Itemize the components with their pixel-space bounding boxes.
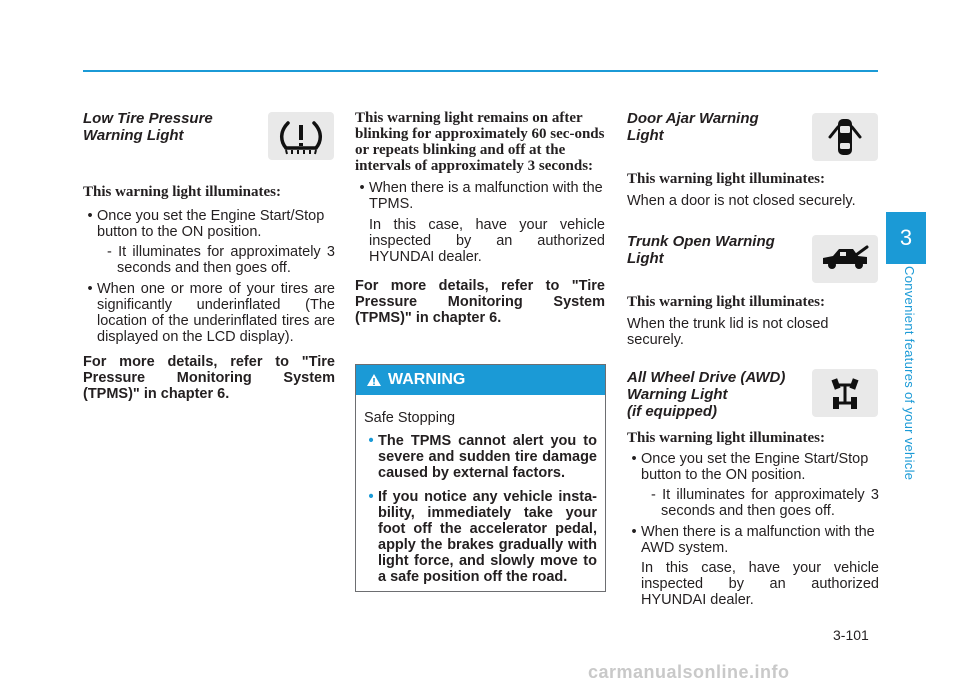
subhead: This warning light illuminates: xyxy=(83,184,281,200)
warning-item: • If you notice any vehicle insta-bility, immediately take your foot off the accelerator pedal, apply the brakes gradually with light force, and slowly move to a safe position off the road. xyxy=(368,489,597,585)
warning-title: Safe Stopping xyxy=(364,410,456,426)
body-text: When the trunk lid is not closed securely. xyxy=(627,316,829,348)
warning-triangle-icon xyxy=(366,373,382,387)
chapter-label: Convenient features of your vehicle xyxy=(902,266,917,481)
door-ajar-icon xyxy=(812,113,878,161)
trunk-open-icon xyxy=(812,235,878,283)
list-item: • When one or more of your tires are significantly underinflated (The location of the underinflated tires are displayed on the LCD display). xyxy=(87,281,335,345)
section-title: Door Ajar Warning Light xyxy=(627,110,759,144)
chapter-tab[interactable]: 3 xyxy=(886,212,926,264)
body-text: When a door is not closed securely. xyxy=(627,193,856,209)
list-item: • When there is a malfunction with the AWD system. xyxy=(631,524,875,556)
right-column xyxy=(627,110,879,608)
subhead: This warning light illuminates: xyxy=(627,430,825,446)
page-number: 3-101 xyxy=(833,627,869,643)
reference-note: For more details, refer to "Tire Pressure Monitoring System (TPMS)" in chapter 6. xyxy=(355,278,605,326)
awd-warning-icon xyxy=(812,369,878,417)
list-subitem: - It illuminates for approximately 3 seconds and then goes off. xyxy=(651,487,879,519)
section-title: Low Tire Pressure Warning Light xyxy=(83,110,213,144)
warning-box xyxy=(355,364,606,592)
list-subitem: In this case, have your vehicle inspected by an authorized HYUNDAI dealer. xyxy=(369,217,605,265)
section-title: All Wheel Drive (AWD) Warning Light (if equipped) xyxy=(627,369,786,420)
list-subitem: - It illuminates for approximately 3 seconds and then goes off. xyxy=(107,244,335,276)
list-item: • Once you set the Engine Start/Stop button to the ON position. xyxy=(87,208,325,240)
subhead: This warning light illuminates: xyxy=(627,294,825,310)
middle-column xyxy=(355,110,605,326)
reference-note: For more details, refer to "Tire Pressure Monitoring System (TPMS)" in chapter 6. xyxy=(83,354,335,402)
top-rule xyxy=(83,70,878,72)
warning-item: • The TPMS cannot alert you to severe and sudden tire damage caused by external factors. xyxy=(368,433,597,481)
list-item: • When there is a malfunction with the TPMS. xyxy=(359,180,603,212)
list-subitem: In this case, have your vehicle inspected by an authorized HYUNDAI dealer. xyxy=(641,560,879,608)
subhead: This warning light illuminates: xyxy=(627,171,825,187)
warning-header: WARNING xyxy=(356,365,605,395)
section-title: Trunk Open Warning Light xyxy=(627,233,775,267)
watermark: carmanualsonline.info xyxy=(588,662,790,682)
list-item: • Once you set the Engine Start/Stop button to the ON position. xyxy=(631,451,869,483)
subhead: This warning light remains on after blinking for approximately 60 sec-onds or repeats blinking and off at the intervals of approximately 3 seconds: xyxy=(355,110,605,174)
tpms-warning-icon xyxy=(268,112,334,160)
